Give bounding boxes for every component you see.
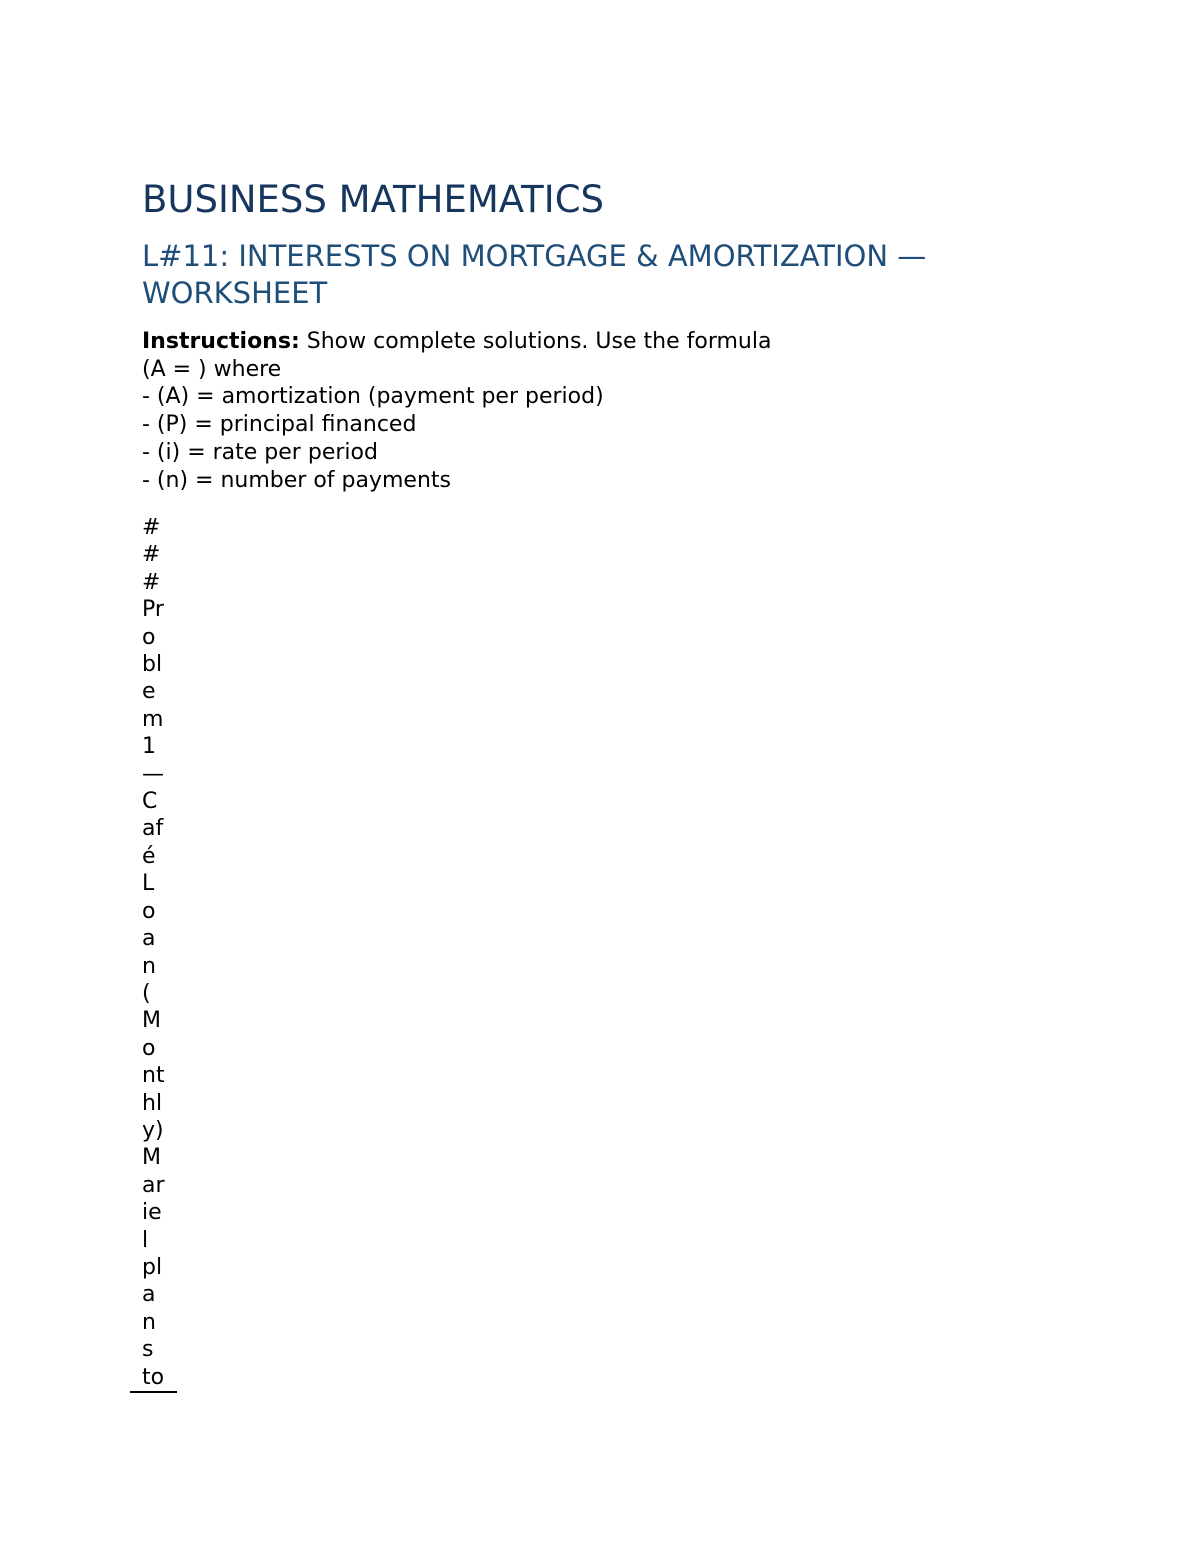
problem-text-fragment: o	[142, 1035, 156, 1061]
problem-text-fragment: #	[142, 569, 161, 595]
problem-text-fragment: (	[142, 980, 151, 1006]
problem-text-fragment: a	[142, 1282, 156, 1308]
problem-text-fragment: n	[142, 953, 156, 979]
problem-text-fragment: a	[142, 926, 156, 952]
problem-text-fragment: ie	[142, 1200, 162, 1226]
problem-text-fragment: o	[142, 624, 156, 650]
instructions-label: Instructions:	[142, 329, 300, 354]
problem-text-fragment: L	[142, 871, 155, 897]
problem-text-fragment: é	[142, 843, 156, 869]
problem-text-fragment: o	[142, 898, 156, 924]
problem-1-cell	[142, 514, 182, 1391]
instructions-block	[142, 328, 1042, 494]
problem-text-fragment: —	[142, 761, 164, 787]
problem-text-fragment: l	[142, 1227, 149, 1253]
problem-text-fragment: s	[142, 1337, 154, 1363]
cell-bottom-border	[130, 1391, 177, 1393]
problem-text-fragment: M	[142, 1008, 161, 1034]
problem-text-fragment: bl	[142, 652, 163, 678]
problem-text-fragment: #	[142, 542, 161, 568]
instructions-line	[142, 328, 1042, 356]
problem-text-fragment: #	[142, 515, 161, 540]
problem-text-fragment: pl	[142, 1254, 163, 1280]
problem-text-fragment: y)	[142, 1117, 164, 1143]
problem-text-fragment: Pr	[142, 597, 164, 623]
problem-text-fragment: C	[142, 789, 158, 815]
instructions-text: Show complete solutions. Use the formula	[299, 329, 772, 354]
definition-principal: - (P) = principal financed	[142, 412, 417, 438]
problem-text-fragment: n	[142, 1309, 156, 1335]
problem-text-fragment: to	[142, 1364, 165, 1390]
problem-text-fragment: ar	[142, 1172, 165, 1198]
problem-text-fragment: 1	[142, 734, 156, 760]
problem-text-fragment: M	[142, 1145, 161, 1171]
formula-line: (A = ) where	[142, 356, 282, 382]
document-title: BUSINESS MATHEMATICS	[142, 178, 605, 221]
problem-text-fragment: hl	[142, 1090, 163, 1116]
problem-text-fragment: e	[142, 679, 156, 705]
document-subtitle: L#11: INTERESTS ON MORTGAGE & AMORTIZATION — WORKSHEET	[142, 239, 927, 310]
definition-amortization: - (A) = amortization (payment per period)	[142, 384, 604, 410]
definition-payments: - (n) = number of payments	[142, 467, 451, 493]
definition-rate: - (i) = rate per period	[142, 439, 378, 465]
problem-text-fragment: nt	[142, 1063, 165, 1089]
problem-text-fragment: af	[142, 816, 164, 842]
problem-text-fragment: m	[142, 706, 164, 732]
